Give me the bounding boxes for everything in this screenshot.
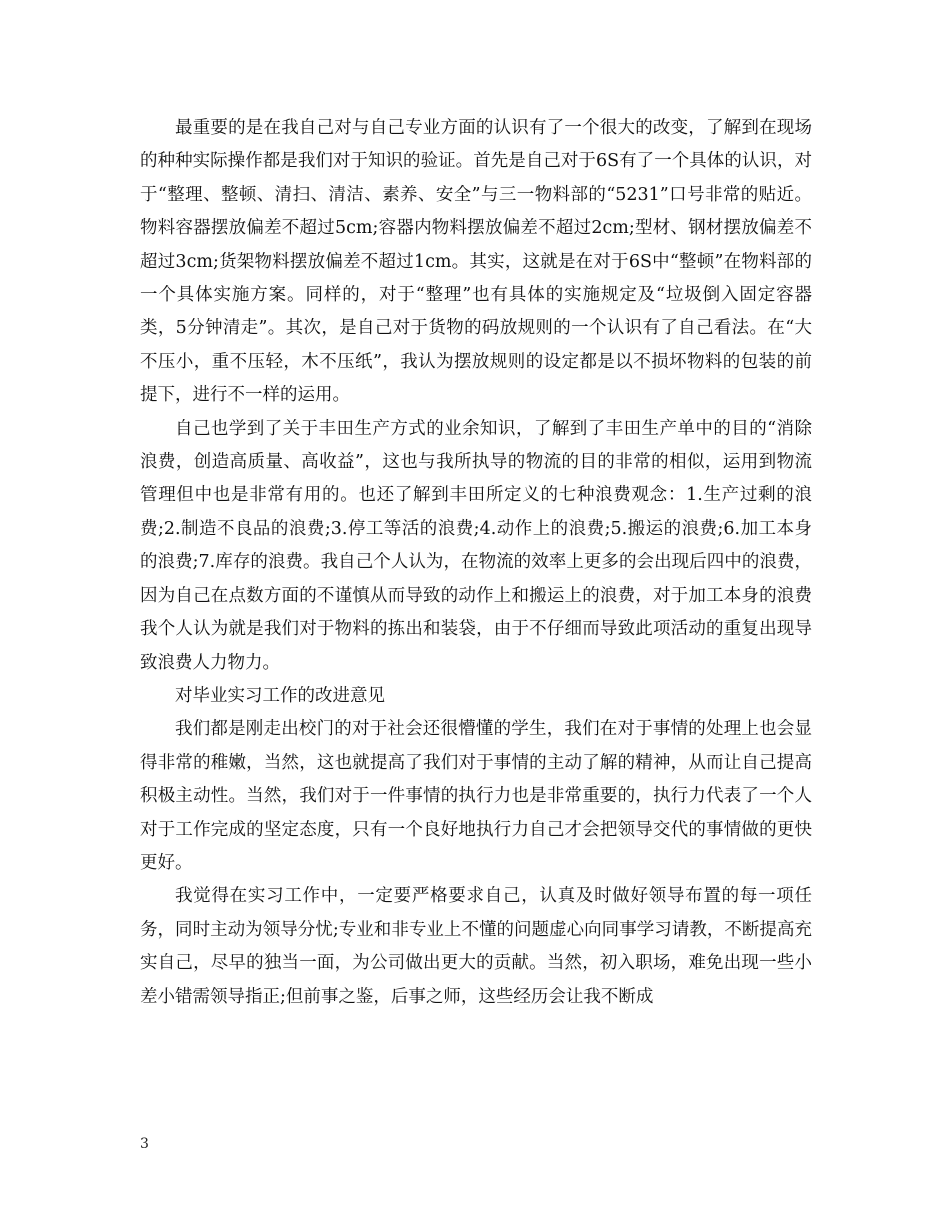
paragraph-student-attitude: 我们都是刚走出校门的对于社会还很懵懂的学生，我们在对于事情的处理上也会显得非常的稚嫩，当然，这也就提高了我们对于事情的主动了解的精神，从而让自己提高积极主动性。当然，我们对于一件事情的执行力也是非常重要的，执行力代表了一个人对于工作完成的坚定态度，只有一个良好地执行力自己才会把领导交代的事情做的更快更好。 [140, 719, 812, 873]
paragraph-toyota-production: 自己也学到了关于丰田生产方式的业余知识，了解到了丰田生产单中的目的“消除浪费，创造高质量、高收益”，这也与我所执导的物流的目的非常的相似，运用到物流管理但中也是非常有用的。也还了解到丰田所定义的七种浪费观念：1.生产过剩的浪费;2.制造不良品的浪费;3.停工等活的浪费;4.动作上的浪费;5.搬运的浪费;6.加工本身的浪费;7.库存的浪费。我自己个人认为，在物流的效率上更多的会出现后四中的浪费，因为自己在点数方面的不谨慎从而导致的动作上和搬运上的浪费，对于加工本身的浪费我个人认为就是我们对于物料的拣出和装袋，由于不仔细而导致此项活动的重复出现导致浪费人力物力。 [140, 418, 812, 673]
paragraph-6s-awareness: 最重要的是在我自己对与自己专业方面的认识有了一个很大的改变，了解到在现场的种种实际操作都是我们对于知识的验证。首先是自己对于6S有了一个具体的认识，对于“整理、整顿、清扫、清洁、素养、安全”与三一物料部的“5231”口号非常的贴近。物料容器摆放偏差不超过5cm;容器内物料摆放偏差不超过2cm;型材、钢材摆放偏差不超过3cm;货架物料摆放偏差不超过1cm。其实，这就是在对于6S中“整顿”在物料部的一个具体实施方案。同样的，对于“整理”也有具体的实施规定及“垃圾倒入固定容器类，5分钟清走”。其次，是自己对于货物的码放规则的一个认识有了自己看法。在“大不压小，重不压轻，木不压纸”，我认为摆放规则的设定都是以不损坏物料的包装的前提下，进行不一样的运用。 [140, 118, 812, 406]
page-number: 3 [140, 1136, 149, 1152]
section-heading-improvement: 对毕业实习工作的改进意见 [175, 685, 385, 706]
document-body [140, 112, 812, 1014]
paragraph-internship-requirements: 我觉得在实习工作中，一定要严格要求自己，认真及时做好领导布置的每一项任务，同时主动为领导分忧;专业和非专业上不懂的问题虚心向同事学习请教，不断提高充实自己，尽早的独当一面，为公司做出更大的贡献。当然，初入职场，难免出现一些小差小错需领导指正;但前事之鉴，后事之师，这些经历会让我不断成 [140, 886, 812, 1007]
